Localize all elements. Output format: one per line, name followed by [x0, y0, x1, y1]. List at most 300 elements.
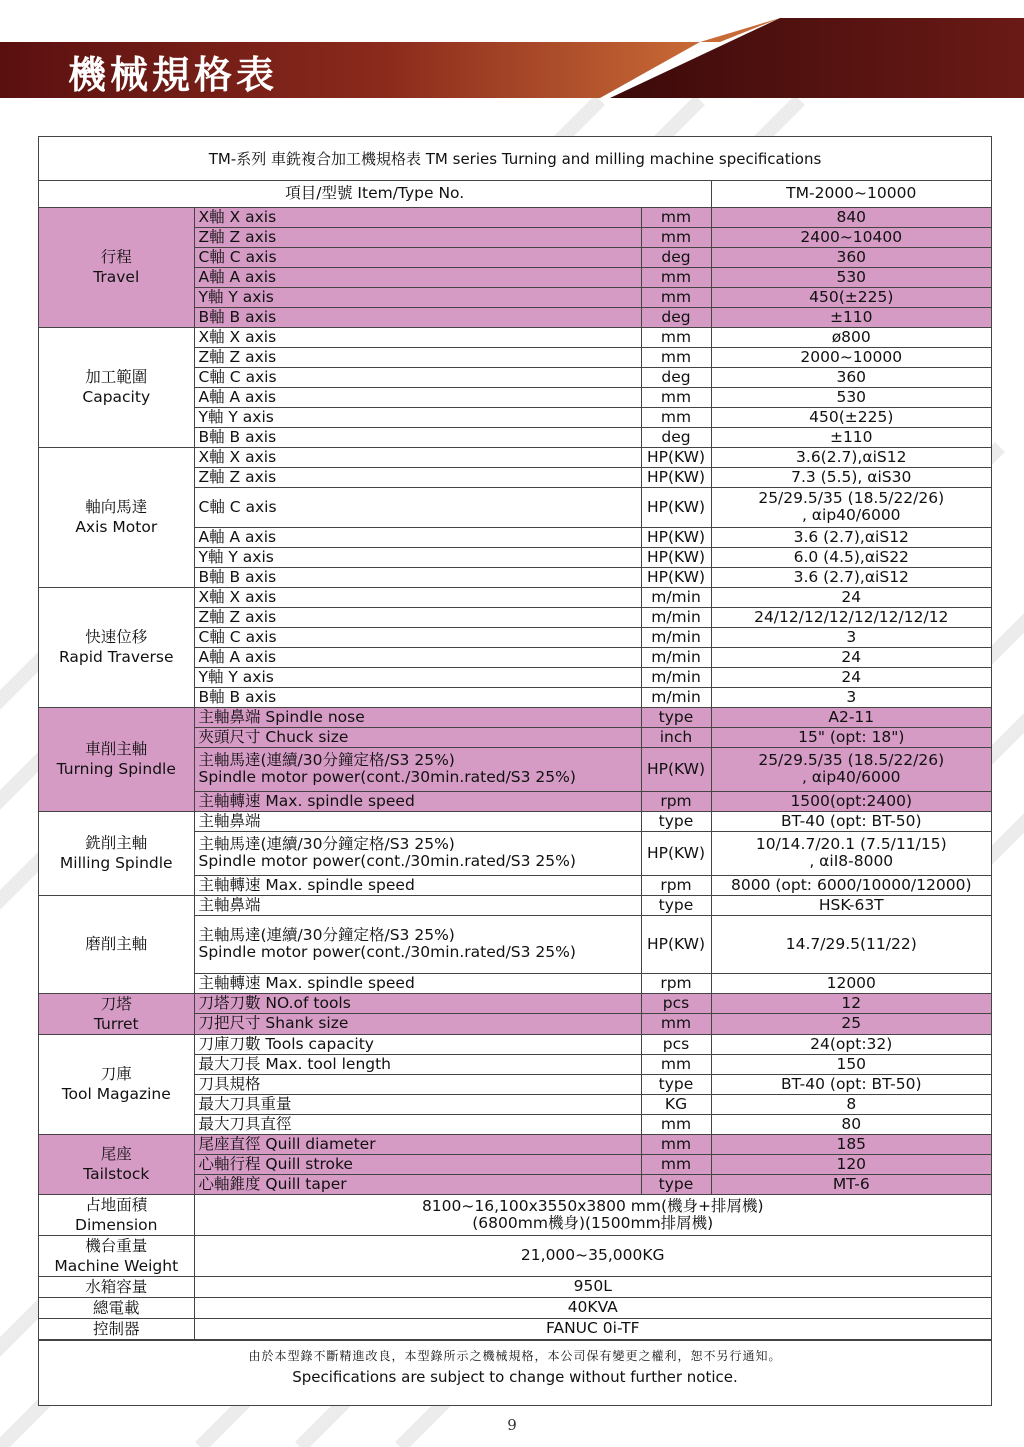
table-row: [39, 1034, 991, 1054]
spec-value: [711, 567, 991, 587]
spec-item: [194, 547, 641, 567]
summary-label: [39, 1276, 194, 1297]
summary-value-text: 8100~16,100x3550x3800 mm(機身+排屑機): [421, 1196, 764, 1215]
group-label: [39, 447, 194, 587]
summary-value: [194, 1194, 991, 1235]
group-label: [39, 207, 194, 327]
spec-value-text: 14.7/29.5(11/22): [785, 934, 917, 953]
spec-value: [711, 1134, 991, 1154]
spec-item-text: C軸 C axis: [198, 247, 277, 266]
header-item: 項目/型號 Item/Type No.: [39, 181, 711, 207]
spec-item: [194, 447, 641, 467]
spec-value-text: BT-40 (opt: BT-50): [780, 811, 922, 830]
spec-item-text: B軸 B axis: [198, 427, 277, 446]
spec-item-text: 主軸馬達(連續/30分鐘定格/S3 25%): [198, 835, 455, 853]
spec-value-text: 6.0 (4.5),αiS22: [793, 547, 909, 566]
spec-item: [194, 407, 641, 427]
spec-value: [711, 467, 991, 487]
spec-item-text: 刀具規格: [198, 1074, 261, 1093]
table-row: [39, 587, 991, 607]
spec-unit: pcs: [641, 1034, 711, 1054]
spec-unit: rpm: [641, 973, 711, 993]
spec-unit: mm: [641, 327, 711, 347]
spec-item-text: 刀把尺寸 Shank size: [198, 1014, 349, 1033]
spec-item-text: 主軸轉速 Max. spindle speed: [198, 791, 415, 810]
spec-value: [711, 1074, 991, 1094]
spec-item-text: A軸 A axis: [198, 387, 277, 406]
spec-item: [194, 875, 641, 895]
spec-value: [711, 687, 991, 707]
spec-value: [711, 895, 991, 915]
spec-item-text: 尾座直徑 Quill diameter: [198, 1134, 376, 1153]
spec-value-text-2: , αiI8-8000: [809, 852, 894, 870]
spec-value-text: 12000: [826, 973, 876, 992]
spec-item-text: X軸 X axis: [198, 207, 277, 226]
spec-value-text: 3: [846, 627, 857, 646]
group-label-zh: 軸向馬達: [85, 498, 148, 516]
summary-value: [194, 1276, 991, 1297]
spec-value: [711, 267, 991, 287]
spec-value: [711, 791, 991, 811]
summary-label-zh: 占地面積: [85, 1195, 148, 1214]
spec-value-text: 10/14.7/20.1 (7.5/11/15): [755, 835, 947, 853]
spec-item-text: 主軸鼻端: [198, 811, 261, 830]
spec-unit: mm: [641, 287, 711, 307]
spec-value: [711, 747, 991, 791]
spec-value-text: 3: [846, 687, 857, 706]
spec-unit: HP(KW): [641, 527, 711, 547]
spec-unit: HP(KW): [641, 467, 711, 487]
spec-item-text: C軸 C axis: [198, 627, 277, 646]
group-label-zh: 刀塔: [100, 994, 132, 1013]
spec-item-text: 夾頭尺寸 Chuck size: [198, 727, 349, 746]
group-label-zh: 加工範圍: [85, 368, 148, 386]
spec-value-text: 3.6(2.7),αiS12: [796, 447, 907, 466]
group-label-zh: 刀庫: [100, 1065, 132, 1083]
spec-item: [194, 1034, 641, 1054]
spec-item-text: B軸 B axis: [198, 567, 277, 586]
spec-value: [711, 993, 991, 1014]
group-label: [39, 587, 194, 707]
summary-label-zh: 機台重量: [85, 1236, 148, 1255]
spec-item: [194, 227, 641, 247]
spec-unit: HP(KW): [641, 447, 711, 467]
spec-item-text: X軸 X axis: [198, 327, 277, 346]
spec-item-text: Z軸 Z axis: [198, 467, 277, 486]
group-label-en: Turret: [93, 1014, 139, 1033]
summary-row: [39, 1194, 991, 1235]
spec-item-text: 心軸錐度 Quill taper: [198, 1174, 347, 1193]
spec-item: [194, 1154, 641, 1174]
spec-value-text: 120: [836, 1154, 867, 1173]
spec-value: [711, 1054, 991, 1074]
spec-unit: type: [641, 1174, 711, 1194]
spec-unit: rpm: [641, 875, 711, 895]
summary-row: [39, 1318, 991, 1339]
spec-item-text: Z軸 Z axis: [198, 347, 277, 366]
summary-row: [39, 1235, 991, 1276]
spec-value-text: 150: [836, 1054, 867, 1073]
spec-item: [194, 287, 641, 307]
spec-value: [711, 527, 991, 547]
spec-item: [194, 387, 641, 407]
table-row: [39, 707, 991, 727]
summary-value-text: 950L: [573, 1277, 612, 1295]
summary-value: [194, 1235, 991, 1276]
spec-unit: inch: [641, 727, 711, 747]
spec-item-text: Y軸 Y axis: [198, 407, 274, 426]
spec-item-text: 最大刀具重量: [198, 1094, 292, 1113]
spec-value: [711, 327, 991, 347]
spec-item: [194, 1114, 641, 1134]
spec-value: [711, 207, 991, 227]
spec-value-text: ±110: [829, 307, 873, 326]
spec-item: [194, 895, 641, 915]
spec-unit: rpm: [641, 791, 711, 811]
spec-unit: type: [641, 895, 711, 915]
table-row: [39, 811, 991, 831]
spec-unit: mm: [641, 207, 711, 227]
spec-value: [711, 627, 991, 647]
spec-value: [711, 347, 991, 367]
spec-item-text-en: Spindle motor power(cont./30min.rated/S3 25%): [198, 852, 576, 870]
spec-item: [194, 831, 641, 875]
spec-item-text: 主軸鼻端: [198, 895, 261, 914]
spec-value-text: 24: [841, 587, 862, 606]
spec-item-text: X軸 X axis: [198, 587, 277, 606]
spec-value-text: 2400~10400: [800, 227, 903, 246]
spec-item-text-en: Spindle motor power(cont./30min.rated/S3 25%): [198, 943, 576, 961]
spec-item-text: B軸 B axis: [198, 687, 277, 706]
spec-value: [711, 367, 991, 387]
table-row: [39, 993, 991, 1014]
spec-value-text-2: , αip40/6000: [801, 768, 901, 786]
table-caption: TM-系列 車銑複合加工機規格表 TM series Turning and milling machine specifications: [39, 137, 991, 181]
spec-unit: mm: [641, 1114, 711, 1134]
group-label-zh: 車削主軸: [85, 740, 148, 758]
spec-table: [39, 181, 991, 1340]
group-label-en: Turning Spindle: [56, 760, 176, 778]
spec-item: [194, 707, 641, 727]
summary-value-text: 21,000~35,000KG: [520, 1246, 665, 1264]
page-number: 9: [507, 1416, 517, 1434]
spec-unit: deg: [641, 367, 711, 387]
spec-item: [194, 567, 641, 587]
spec-value: [711, 875, 991, 895]
spec-item-text: 刀塔刀數 NO.of tools: [198, 993, 351, 1012]
group-label-en: Axis Motor: [75, 518, 158, 536]
summary-value: [194, 1318, 991, 1339]
spec-value-text: 2000~10000: [800, 347, 903, 366]
spec-unit: m/min: [641, 607, 711, 627]
spec-item-text: Y軸 Y axis: [198, 547, 274, 566]
spec-item-text: Z軸 Z axis: [198, 227, 277, 246]
table-row: [39, 327, 991, 347]
spec-value-text: 24(opt:32): [810, 1034, 893, 1053]
spec-value-text: 1500(opt:2400): [790, 791, 913, 810]
group-label-zh: 快速位移: [85, 628, 148, 646]
group-label-en: Milling Spindle: [59, 854, 173, 872]
group-label-en: Tailstock: [83, 1165, 150, 1183]
spec-value: [711, 487, 991, 527]
spec-value-text: 24/12/12/12/12/12/12/12: [754, 607, 949, 626]
spec-unit: HP(KW): [641, 831, 711, 875]
summary-label: [39, 1194, 194, 1235]
spec-item-text: Y軸 Y axis: [198, 667, 274, 686]
group-label-zh: 磨削主軸: [85, 935, 148, 953]
spec-unit: mm: [641, 1154, 711, 1174]
summary-value-text-2: (6800mm機身)(1500mm排屑機): [472, 1213, 714, 1232]
spec-value-text: 3.6 (2.7),αiS12: [793, 527, 909, 546]
header-model: TM-2000~10000: [711, 181, 991, 207]
spec-unit: mm: [641, 1014, 711, 1035]
spec-value-text: 80: [841, 1114, 862, 1133]
spec-value: [711, 727, 991, 747]
spec-value-text: 8: [846, 1094, 857, 1113]
group-label-en: Capacity: [82, 388, 151, 406]
spec-unit: type: [641, 811, 711, 831]
spec-item-text: A軸 A axis: [198, 647, 277, 666]
spec-item: [194, 247, 641, 267]
summary-value: [194, 1297, 991, 1318]
spec-item-text: A軸 A axis: [198, 527, 277, 546]
spec-item: [194, 811, 641, 831]
spec-value: [711, 1154, 991, 1174]
summary-label-zh: 水箱容量: [85, 1277, 148, 1296]
spec-value: [711, 247, 991, 267]
spec-item-text: Y軸 Y axis: [198, 287, 274, 306]
spec-item: [194, 973, 641, 993]
spec-value: [711, 1094, 991, 1114]
spec-unit: deg: [641, 307, 711, 327]
spec-value-text: 12: [841, 993, 862, 1012]
spec-item: [194, 427, 641, 447]
spec-value: [711, 307, 991, 327]
spec-item-text: B軸 B axis: [198, 307, 277, 326]
spec-item-text: C軸 C axis: [198, 367, 277, 386]
spec-value: [711, 647, 991, 667]
group-label-zh: 尾座: [100, 1145, 132, 1163]
spec-value: [711, 973, 991, 993]
group-label: [39, 895, 194, 993]
spec-value-text: 360: [836, 247, 867, 266]
spec-item-text: 主軸轉速 Max. spindle speed: [198, 875, 415, 894]
spec-unit: mm: [641, 267, 711, 287]
spec-value-text: BT-40 (opt: BT-50): [780, 1074, 922, 1093]
spec-item: [194, 467, 641, 487]
group-label-zh: 銑削主軸: [85, 834, 148, 852]
spec-item: [194, 1054, 641, 1074]
spec-item: [194, 487, 641, 527]
group-label: [39, 993, 194, 1034]
spec-value-text: A2-11: [828, 707, 875, 726]
spec-item-text: A軸 A axis: [198, 267, 277, 286]
footnote-en: Specifications are subject to change without further notice.: [292, 1368, 738, 1386]
spec-value: [711, 447, 991, 467]
spec-unit: deg: [641, 427, 711, 447]
spec-value-text: 25: [841, 1014, 862, 1033]
spec-unit: mm: [641, 1054, 711, 1074]
spec-item: [194, 1014, 641, 1035]
spec-unit: m/min: [641, 627, 711, 647]
summary-label-zh: 控制器: [92, 1319, 140, 1338]
spec-item-text: Z軸 Z axis: [198, 607, 277, 626]
group-label-en: Tool Magazine: [61, 1085, 171, 1103]
spec-unit: mm: [641, 227, 711, 247]
spec-value-text: 15" (opt: 18"): [798, 727, 905, 746]
spec-unit: mm: [641, 387, 711, 407]
spec-unit: deg: [641, 247, 711, 267]
spec-item: [194, 607, 641, 627]
spec-value: [711, 287, 991, 307]
spec-unit: m/min: [641, 667, 711, 687]
summary-label: [39, 1318, 194, 1339]
spec-value: [711, 607, 991, 627]
spec-unit: pcs: [641, 993, 711, 1014]
spec-unit: mm: [641, 347, 711, 367]
spec-value-text: 24: [841, 667, 862, 686]
footnote: [39, 1340, 991, 1393]
spec-item-text-en: Spindle motor power(cont./30min.rated/S3 25%): [198, 768, 576, 786]
spec-unit: m/min: [641, 687, 711, 707]
group-label: [39, 327, 194, 447]
summary-value-text: FANUC 0i-TF: [545, 1319, 640, 1337]
spec-item: [194, 647, 641, 667]
summary-row: [39, 1276, 991, 1297]
spec-value-text-2: , αip40/6000: [801, 506, 901, 524]
spec-value: [711, 547, 991, 567]
spec-value-text: ø800: [831, 327, 871, 346]
spec-unit: HP(KW): [641, 547, 711, 567]
header-row: [39, 181, 991, 207]
spec-value-text: 24: [841, 647, 862, 666]
spec-unit: KG: [641, 1094, 711, 1114]
spec-value: [711, 707, 991, 727]
spec-value-text: 450(±225): [809, 287, 894, 306]
group-label-en: Rapid Traverse: [58, 648, 174, 666]
summary-label: [39, 1235, 194, 1276]
spec-value: [711, 831, 991, 875]
table-row: [39, 1134, 991, 1154]
spec-unit: HP(KW): [641, 915, 711, 973]
spec-item: [194, 347, 641, 367]
page-title: 機械規格表: [68, 53, 279, 97]
group-label-en: Travel: [93, 268, 140, 286]
spec-unit: m/min: [641, 587, 711, 607]
spec-value: [711, 915, 991, 973]
spec-value-text: 840: [836, 207, 867, 226]
spec-item: [194, 587, 641, 607]
spec-value: [711, 587, 991, 607]
spec-unit: mm: [641, 1134, 711, 1154]
summary-label-en: Machine Weight: [54, 1256, 179, 1275]
spec-value: [711, 667, 991, 687]
spec-item: [194, 1074, 641, 1094]
spec-value-text: MT-6: [832, 1174, 870, 1193]
spec-item-text: 最大刀長 Max. tool length: [198, 1054, 392, 1073]
summary-label-en: Dimension: [75, 1215, 158, 1234]
spec-item: [194, 747, 641, 791]
summary-label: [39, 1297, 194, 1318]
spec-value-text: 25/29.5/35 (18.5/22/26): [758, 751, 945, 769]
spec-item-text: 刀庫刀數 Tools capacity: [198, 1034, 374, 1053]
spec-value: [711, 811, 991, 831]
spec-item-text: 主軸馬達(連續/30分鐘定格/S3 25%): [198, 751, 455, 769]
spec-item-text: C軸 C axis: [198, 497, 277, 516]
spec-item: [194, 267, 641, 287]
spec-value: [711, 387, 991, 407]
group-label: [39, 811, 194, 895]
spec-item: [194, 915, 641, 973]
spec-item: [194, 727, 641, 747]
spec-value-text: 3.6 (2.7),αiS12: [793, 567, 909, 586]
spec-unit: type: [641, 1074, 711, 1094]
summary-row: [39, 1297, 991, 1318]
spec-value-text: 7.3 (5.5), αiS30: [791, 467, 912, 486]
spec-item: [194, 1094, 641, 1114]
spec-value-text: 450(±225): [809, 407, 894, 426]
spec-value: [711, 427, 991, 447]
spec-unit: HP(KW): [641, 487, 711, 527]
spec-value: [711, 227, 991, 247]
group-label: [39, 1134, 194, 1194]
table-row: [39, 447, 991, 467]
spec-value-text: 185: [836, 1134, 867, 1153]
summary-value-text: 40KVA: [567, 1298, 618, 1316]
summary-label-zh: 總電載: [92, 1298, 140, 1317]
spec-unit: HP(KW): [641, 567, 711, 587]
spec-item-text: 主軸鼻端 Spindle nose: [198, 707, 365, 726]
spec-item: [194, 1174, 641, 1194]
spec-value-text: 530: [836, 387, 867, 406]
spec-item: [194, 307, 641, 327]
spec-value: [711, 1114, 991, 1134]
spec-value-text: 530: [836, 267, 867, 286]
footnote-zh: 由於本型錄不斷精進改良，本型錄所示之機械規格，本公司保有變更之權利，恕不另行通知。: [248, 1349, 782, 1363]
spec-item: [194, 667, 641, 687]
spec-unit: mm: [641, 407, 711, 427]
spec-unit: m/min: [641, 647, 711, 667]
spec-value-text: 8000 (opt: 6000/10000/12000): [730, 875, 972, 894]
spec-item: [194, 327, 641, 347]
spec-value-text: 25/29.5/35 (18.5/22/26): [758, 489, 945, 507]
spec-item-text: 主軸轉速 Max. spindle speed: [198, 973, 415, 992]
spec-item: [194, 627, 641, 647]
table-row: [39, 895, 991, 915]
spec-item: [194, 527, 641, 547]
group-label: [39, 707, 194, 811]
spec-item: [194, 1134, 641, 1154]
spec-item-text: 主軸馬達(連續/30分鐘定格/S3 25%): [198, 926, 455, 944]
spec-value: [711, 1014, 991, 1035]
group-label-zh: 行程: [100, 248, 132, 266]
spec-item: [194, 993, 641, 1014]
spec-item: [194, 791, 641, 811]
spec-item: [194, 367, 641, 387]
spec-value-text: 360: [836, 367, 867, 386]
spec-value: [711, 1034, 991, 1054]
spec-unit: type: [641, 707, 711, 727]
spec-item-text: 心軸行程 Quill stroke: [198, 1154, 353, 1173]
spec-sheet: [38, 136, 992, 1406]
spec-value: [711, 1174, 991, 1194]
spec-value-text: HSK-63T: [818, 895, 884, 914]
spec-item-text: X軸 X axis: [198, 447, 277, 466]
group-label: [39, 1034, 194, 1134]
table-row: [39, 207, 991, 227]
spec-unit: HP(KW): [641, 747, 711, 791]
spec-item: [194, 207, 641, 227]
